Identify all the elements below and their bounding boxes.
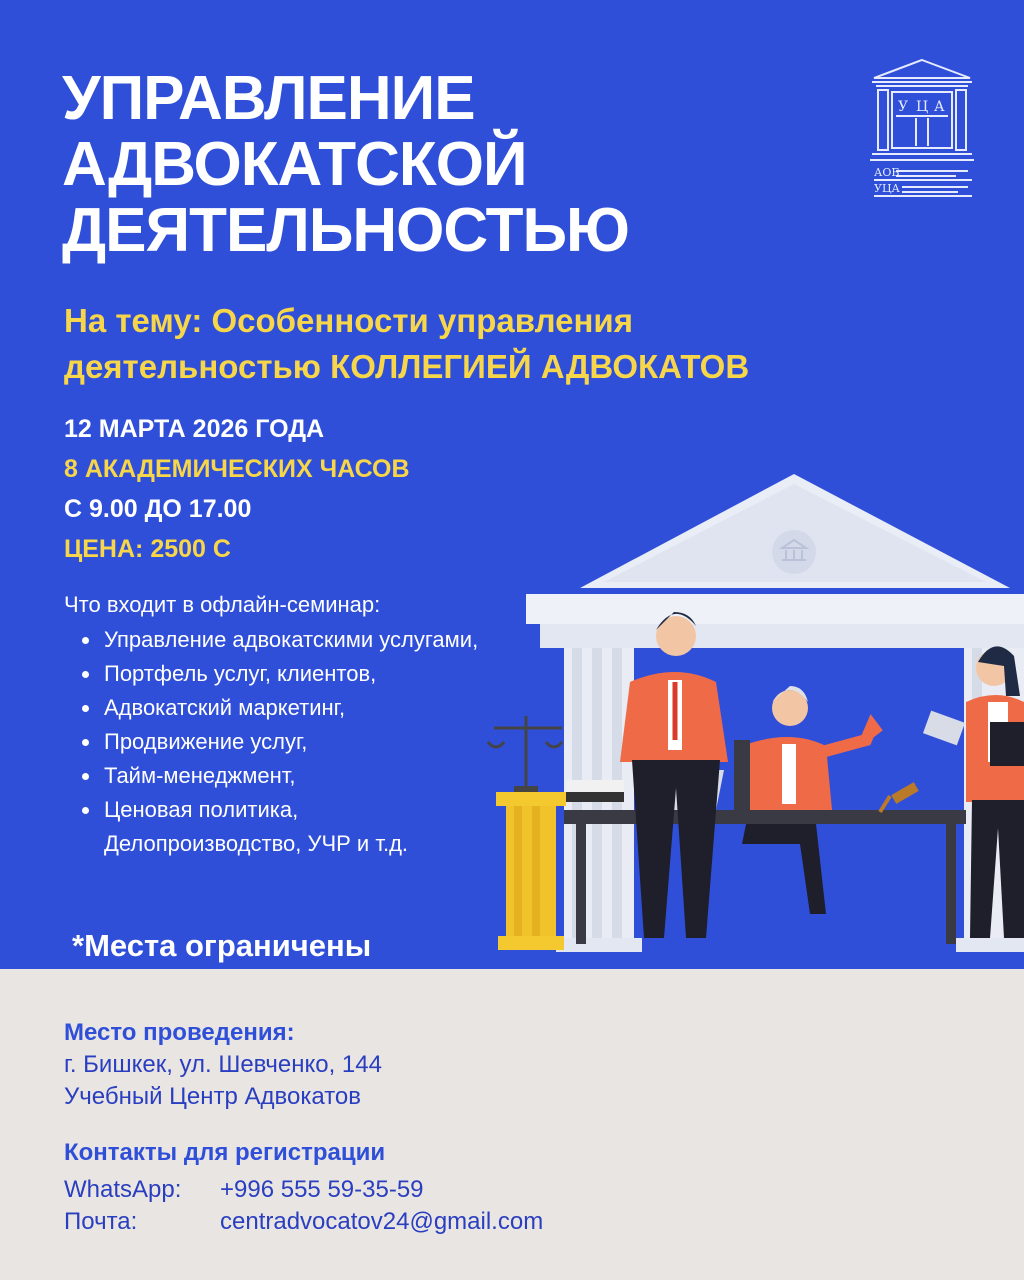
email-label: Почта: — [64, 1208, 138, 1235]
includes-list — [80, 624, 500, 862]
title-line-3: ДЕЯТЕЛЬНОСТЬЮ — [62, 196, 629, 265]
email-address[interactable]: centradvocatov24@gmail.com — [220, 1208, 544, 1235]
list-item: Ценовая политика, — [80, 794, 500, 826]
event-date: 12 МАРТА 2026 ГОДА — [64, 415, 325, 443]
list-item: Адвокатский маркетинг, — [80, 692, 500, 724]
whatsapp-number[interactable]: +996 555 59-35-59 — [220, 1176, 424, 1203]
logo-letter-1: У — [898, 99, 909, 115]
event-time: С 9.00 ДО 17.00 — [64, 495, 252, 523]
includes-title: Что входит в офлайн-семинар: — [64, 592, 381, 617]
list-item: Продвижение услуг, — [80, 726, 500, 758]
venue-heading: Место проведения: — [64, 1019, 295, 1046]
logo-abbr-2: УЦА — [874, 182, 900, 195]
title-line-2: АДВОКАТСКОЙ — [62, 130, 527, 199]
logo-letter-3: А — [934, 99, 945, 115]
subtitle-line-2: деятельностью КОЛЛЕГИЕЙ АДВОКАТОВ — [64, 348, 750, 385]
logo-letter-2: Ц — [916, 99, 929, 115]
list-item: Управление адвокатскими услугами, — [80, 624, 500, 656]
contacts-heading: Контакты для регистрации — [64, 1139, 386, 1166]
subtitle-line-1: На тему: Особенности управления — [64, 302, 633, 339]
page-title — [62, 66, 629, 264]
event-hours: 8 АКАДЕМИЧЕСКИХ ЧАСОВ — [64, 455, 410, 483]
logo-abbr-1: АОБ — [874, 166, 900, 179]
event-price: ЦЕНА: 2500 С — [64, 535, 231, 563]
details-section — [0, 969, 1024, 1280]
list-item: Делопроизводство, УЧР и т.д. — [104, 831, 409, 856]
title-line-1: УПРАВЛЕНИЕ — [62, 64, 475, 133]
list-item: Портфель услуг, клиентов, — [80, 658, 500, 690]
organization-logo — [866, 56, 978, 202]
limited-seats-note: *Места ограничены — [72, 928, 372, 963]
venue-name: Учебный Центр Адвокатов — [64, 1083, 362, 1110]
list-item: Тайм-менеджмент, — [80, 760, 500, 792]
venue-address: г. Бишкек, ул. Шевченко, 144 — [64, 1051, 382, 1078]
courthouse-illustration — [480, 470, 1024, 969]
whatsapp-label: WhatsApp: — [64, 1176, 182, 1203]
subtitle — [64, 298, 1004, 390]
